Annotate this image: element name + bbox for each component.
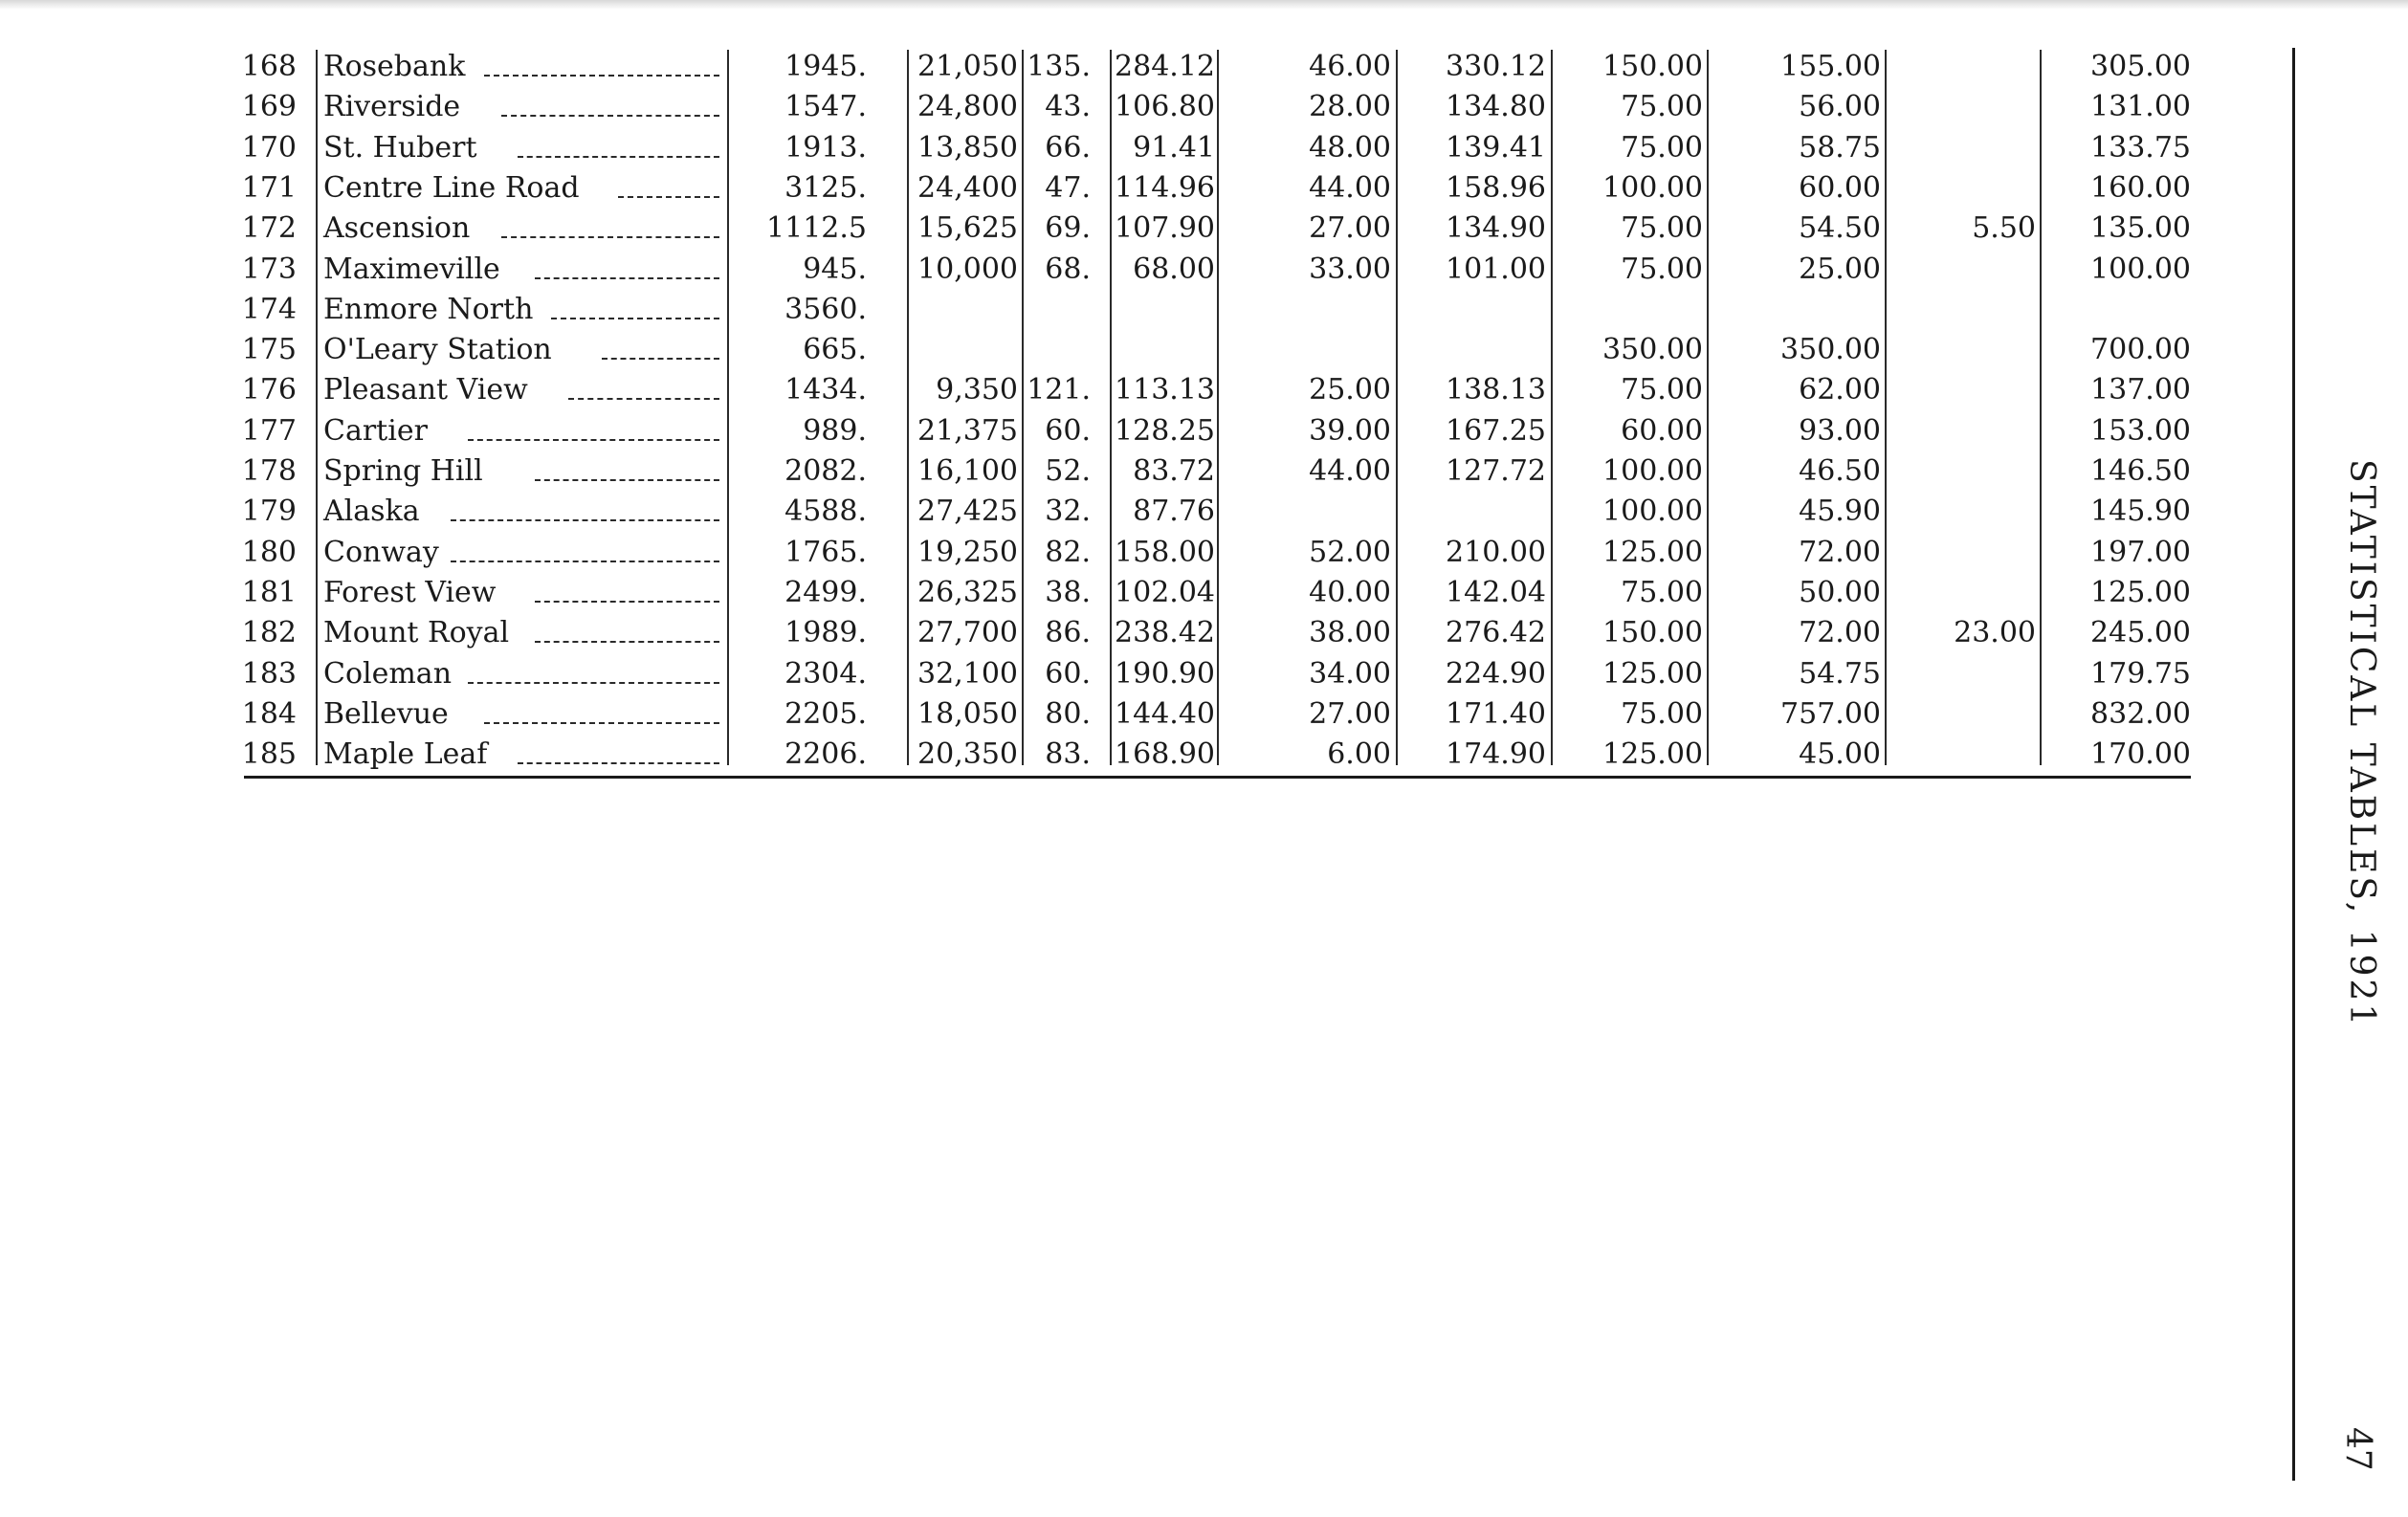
column9-cell — [1890, 330, 2036, 370]
district-name: Centre Line Road — [323, 170, 580, 205]
row-number: 170 — [241, 130, 297, 165]
row-number: 181 — [241, 575, 297, 609]
district-name: Alaska — [323, 495, 420, 529]
column5-cell: 6.00 — [1327, 737, 1391, 772]
area-cell: 1945. — [784, 50, 867, 83]
column5-cell — [1244, 330, 1391, 370]
table-row — [0, 330, 2408, 370]
tax-cell: 87.76 — [1133, 495, 1215, 529]
column5-cell: 46.00 — [1309, 50, 1391, 83]
rate-cell: 68. — [1045, 252, 1091, 286]
row-number: 180 — [241, 535, 297, 569]
valuation-cell: 24,800 — [917, 90, 1018, 124]
rate-cell: 60. — [1045, 413, 1091, 448]
divider-col6-col7 — [1551, 50, 1553, 765]
column7-cell: 75.00 — [1621, 575, 1703, 609]
rate-cell: 69. — [1045, 211, 1091, 246]
column8-cell: 46.50 — [1799, 454, 1881, 488]
total-cell — [2047, 290, 2191, 330]
leader-dashes — [501, 236, 720, 238]
column9-cell — [1890, 533, 2036, 573]
total-cell: 197.00 — [2090, 535, 2191, 569]
column6-cell — [1399, 492, 1546, 532]
rate-cell: 43. — [1045, 90, 1091, 124]
column7-cell: 125.00 — [1602, 656, 1703, 691]
column9-cell — [1890, 47, 2036, 87]
divider-col7-col8 — [1707, 50, 1709, 765]
column8-cell: 54.75 — [1799, 656, 1881, 691]
rate-cell: 52. — [1045, 454, 1091, 488]
column8-cell: 93.00 — [1799, 413, 1881, 448]
row-number: 185 — [241, 737, 297, 772]
column5-cell: 28.00 — [1309, 90, 1391, 124]
total-cell: 153.00 — [2090, 413, 2191, 448]
column7-cell: 100.00 — [1602, 170, 1703, 205]
rate-cell: 135. — [1027, 50, 1091, 83]
column9-cell — [1890, 411, 2036, 451]
area-cell: 989. — [803, 413, 867, 448]
column6-cell: 167.25 — [1446, 413, 1546, 448]
tax-cell: 102.04 — [1115, 575, 1215, 609]
rate-cell: 38. — [1045, 575, 1091, 609]
divider-tax-col5 — [1217, 50, 1219, 765]
area-cell: 1547. — [784, 90, 867, 124]
divider-rate-tax — [1110, 50, 1112, 765]
column7-cell: 125.00 — [1602, 737, 1703, 772]
column8-cell: 25.00 — [1799, 252, 1881, 286]
total-cell: 145.90 — [2090, 495, 2191, 529]
row-number: 171 — [241, 170, 297, 205]
rate-cell: 80. — [1045, 696, 1091, 731]
column5-cell: 33.00 — [1309, 252, 1391, 286]
column9-cell — [1890, 87, 2036, 127]
column9-cell — [1890, 654, 2036, 694]
total-cell: 160.00 — [2090, 170, 2191, 205]
column5-cell: 27.00 — [1309, 696, 1391, 731]
table-row — [0, 694, 2408, 735]
tax-cell: 113.13 — [1115, 373, 1215, 407]
total-cell: 135.00 — [2090, 211, 2191, 246]
table-row — [0, 492, 2408, 532]
column5-cell: 34.00 — [1309, 656, 1391, 691]
rate-cell: 32. — [1045, 495, 1091, 529]
column8-cell: 50.00 — [1799, 575, 1881, 609]
column5-cell: 48.00 — [1309, 130, 1391, 165]
row-number: 178 — [241, 454, 297, 488]
row-number: 172 — [241, 211, 297, 246]
column5-cell: 39.00 — [1309, 413, 1391, 448]
column8-cell: 60.00 — [1799, 170, 1881, 205]
valuation-cell: 9,350 — [936, 373, 1018, 407]
tax-cell: 168.90 — [1115, 737, 1215, 772]
leader-dashes — [535, 601, 720, 603]
column8-cell — [1709, 290, 1881, 330]
column7-cell: 75.00 — [1621, 211, 1703, 246]
district-name: Enmore North — [323, 292, 534, 326]
area-cell: 2499. — [784, 575, 867, 609]
table-row — [0, 128, 2408, 168]
total-cell: 305.00 — [2090, 50, 2191, 83]
area-cell: 1765. — [784, 535, 867, 569]
column5-cell: 27.00 — [1309, 211, 1391, 246]
column7-cell: 150.00 — [1602, 50, 1703, 83]
table-row — [0, 735, 2408, 775]
row-number: 169 — [241, 90, 297, 124]
valuation-cell: 13,850 — [917, 130, 1018, 165]
page-side-title: STATISTICAL TABLES, 1921 — [2342, 459, 2381, 1029]
column5-cell — [1244, 290, 1391, 330]
column9-cell — [1890, 492, 2036, 532]
tax-cell: 114.96 — [1115, 170, 1215, 205]
total-cell: 170.00 — [2090, 737, 2191, 772]
valuation-cell: 24,400 — [917, 170, 1018, 205]
district-name: O'Leary Station — [323, 333, 552, 367]
table-row — [0, 370, 2408, 410]
column5-cell: 38.00 — [1309, 616, 1391, 650]
district-name: Conway — [323, 535, 439, 569]
total-cell: 179.75 — [2090, 656, 2191, 691]
rate-cell: 86. — [1045, 616, 1091, 650]
area-cell: 4588. — [784, 495, 867, 529]
divider-col8-col9 — [1885, 50, 1887, 765]
column5-cell: 25.00 — [1309, 373, 1391, 407]
area-cell: 2205. — [784, 696, 867, 731]
column8-cell: 155.00 — [1780, 50, 1881, 83]
district-name: St. Hubert — [323, 130, 477, 165]
area-cell: 665. — [803, 333, 867, 367]
total-cell: 100.00 — [2090, 252, 2191, 286]
tax-cell: 238.42 — [1115, 616, 1215, 650]
leader-dashes — [451, 561, 719, 562]
tax-cell: 144.40 — [1115, 696, 1215, 731]
column7-cell: 350.00 — [1602, 333, 1703, 367]
leader-dashes — [518, 762, 719, 764]
column7-cell: 150.00 — [1602, 616, 1703, 650]
district-name: Bellevue — [323, 696, 449, 731]
leader-dashes — [551, 318, 719, 319]
rate-cell: 60. — [1045, 656, 1091, 691]
page-number: 47 — [2338, 1427, 2377, 1471]
total-cell: 700.00 — [2090, 333, 2191, 367]
column6-cell: 101.00 — [1446, 252, 1546, 286]
area-cell: 1112.5 — [766, 211, 867, 246]
rate-cell — [1022, 330, 1091, 370]
valuation-cell: 27,700 — [917, 616, 1018, 650]
rate-cell: 82. — [1045, 535, 1091, 569]
leader-dashes — [451, 519, 719, 521]
column6-cell: 171.40 — [1446, 696, 1546, 731]
column7-cell: 125.00 — [1602, 535, 1703, 569]
area-cell: 3125. — [784, 170, 867, 205]
tax-cell: 107.90 — [1115, 211, 1215, 246]
column8-cell: 45.00 — [1799, 737, 1881, 772]
area-cell: 1913. — [784, 130, 867, 165]
leader-dashes — [518, 156, 719, 158]
area-cell: 3560. — [784, 292, 867, 326]
column9-cell — [1890, 451, 2036, 492]
rate-cell — [1022, 290, 1091, 330]
divider-area-valuation — [907, 50, 909, 765]
leader-dashes — [602, 358, 720, 360]
column6-cell: 134.90 — [1446, 211, 1546, 246]
row-number: 177 — [241, 413, 297, 448]
column8-cell: 56.00 — [1799, 90, 1881, 124]
column7-cell: 75.00 — [1621, 252, 1703, 286]
tax-cell: 128.25 — [1115, 413, 1215, 448]
valuation-cell — [907, 290, 1018, 330]
valuation-cell: 26,325 — [917, 575, 1018, 609]
total-cell: 832.00 — [2090, 696, 2191, 731]
district-name: Spring Hill — [323, 454, 483, 488]
column8-cell: 757.00 — [1780, 696, 1881, 731]
column8-cell: 62.00 — [1799, 373, 1881, 407]
valuation-cell: 15,625 — [917, 211, 1018, 246]
column8-cell: 45.90 — [1799, 495, 1881, 529]
column6-cell: 174.90 — [1446, 737, 1546, 772]
column5-cell: 44.00 — [1309, 454, 1391, 488]
row-number: 168 — [241, 50, 297, 83]
district-name: Rosebank — [323, 50, 466, 83]
row-number: 174 — [241, 292, 297, 326]
leader-dashes — [568, 398, 720, 400]
rate-cell: 47. — [1045, 170, 1091, 205]
column9-cell — [1890, 250, 2036, 290]
row-number: 176 — [241, 373, 297, 407]
table-row — [0, 290, 2408, 330]
table-row — [0, 250, 2408, 290]
column6-cell — [1399, 290, 1546, 330]
tax-cell — [1112, 330, 1215, 370]
leader-dashes — [618, 196, 719, 198]
district-name: Riverside — [323, 90, 461, 124]
table-row — [0, 209, 2408, 249]
column6-cell: 330.12 — [1446, 50, 1546, 83]
table-row — [0, 654, 2408, 694]
column5-cell: 40.00 — [1309, 575, 1391, 609]
leader-dashes — [535, 641, 720, 643]
column7-cell: 75.00 — [1621, 130, 1703, 165]
column7-cell: 75.00 — [1621, 373, 1703, 407]
column6-cell: 158.96 — [1446, 170, 1546, 205]
tax-cell: 83.72 — [1133, 454, 1215, 488]
column9-cell — [1890, 573, 2036, 613]
table-row — [0, 451, 2408, 492]
table-row — [0, 613, 2408, 653]
divider-col9-total — [2040, 50, 2042, 765]
valuation-cell — [907, 330, 1018, 370]
leader-dashes — [484, 722, 719, 724]
rate-cell: 83. — [1045, 737, 1091, 772]
column6-cell: 134.80 — [1446, 90, 1546, 124]
total-cell: 131.00 — [2090, 90, 2191, 124]
leader-dashes — [535, 479, 720, 481]
valuation-cell: 32,100 — [917, 656, 1018, 691]
row-number: 184 — [241, 696, 297, 731]
area-cell: 1989. — [784, 616, 867, 650]
tax-cell — [1112, 290, 1215, 330]
leader-dashes — [535, 277, 720, 279]
district-name: Pleasant View — [323, 373, 528, 407]
column7-cell: 100.00 — [1602, 495, 1703, 529]
tax-cell: 190.90 — [1115, 656, 1215, 691]
row-number: 173 — [241, 252, 297, 286]
district-name: Maple Leaf — [323, 737, 488, 772]
tax-cell: 106.80 — [1115, 90, 1215, 124]
divider-number-name — [316, 50, 318, 765]
leader-dashes — [468, 439, 720, 441]
rate-cell: 66. — [1045, 130, 1091, 165]
total-cell: 146.50 — [2090, 454, 2191, 488]
district-name: Mount Royal — [323, 616, 510, 650]
column7-cell: 75.00 — [1621, 90, 1703, 124]
column8-cell: 58.75 — [1799, 130, 1881, 165]
total-cell: 125.00 — [2090, 575, 2191, 609]
column7-cell: 60.00 — [1621, 413, 1703, 448]
table-row — [0, 47, 2408, 87]
column5-cell — [1244, 492, 1391, 532]
column7-cell: 100.00 — [1602, 454, 1703, 488]
district-name: Maximeville — [323, 252, 500, 286]
valuation-cell: 20,350 — [917, 737, 1018, 772]
divider-valuation-rate — [1022, 50, 1024, 765]
column8-cell: 350.00 — [1780, 333, 1881, 367]
total-cell: 133.75 — [2090, 130, 2191, 165]
column8-cell: 72.00 — [1799, 535, 1881, 569]
row-number: 179 — [241, 495, 297, 529]
column7-cell — [1556, 290, 1703, 330]
tax-cell: 158.00 — [1115, 535, 1215, 569]
valuation-cell: 16,100 — [917, 454, 1018, 488]
table-row — [0, 87, 2408, 127]
district-name: Ascension — [323, 211, 471, 246]
leader-dashes — [468, 682, 720, 684]
column8-cell: 54.50 — [1799, 211, 1881, 246]
row-number: 182 — [241, 616, 297, 650]
column9-cell — [1890, 370, 2036, 410]
column9-cell — [1890, 694, 2036, 735]
margin-rule — [2292, 48, 2295, 1481]
table-bottom-rule — [244, 776, 2191, 779]
column6-cell — [1399, 330, 1546, 370]
area-cell: 2082. — [784, 454, 867, 488]
area-cell: 945. — [803, 252, 867, 286]
column9-cell: 5.50 — [1972, 211, 2036, 246]
column9-cell — [1890, 168, 2036, 209]
valuation-cell: 19,250 — [917, 535, 1018, 569]
column5-cell: 52.00 — [1309, 535, 1391, 569]
district-name: Forest View — [323, 575, 497, 609]
table-row — [0, 168, 2408, 209]
leader-dashes — [501, 115, 720, 117]
column9-cell: 23.00 — [1954, 616, 2036, 650]
area-cell: 2304. — [784, 656, 867, 691]
table-row — [0, 573, 2408, 613]
area-cell: 2206. — [784, 737, 867, 772]
tax-cell: 284.12 — [1115, 50, 1215, 83]
column7-cell: 75.00 — [1621, 696, 1703, 731]
leader-dashes — [484, 75, 719, 77]
tax-cell: 91.41 — [1133, 130, 1215, 165]
column6-cell: 138.13 — [1446, 373, 1546, 407]
column6-cell: 276.42 — [1446, 616, 1546, 650]
divider-name-area — [727, 50, 729, 765]
column9-cell — [1890, 290, 2036, 330]
valuation-cell: 10,000 — [917, 252, 1018, 286]
total-cell: 245.00 — [2090, 616, 2191, 650]
column6-cell: 127.72 — [1446, 454, 1546, 488]
area-cell: 1434. — [784, 373, 867, 407]
district-name: Coleman — [323, 656, 453, 691]
valuation-cell: 18,050 — [917, 696, 1018, 731]
row-number: 183 — [241, 656, 297, 691]
table-row — [0, 411, 2408, 451]
column6-cell: 142.04 — [1446, 575, 1546, 609]
column6-cell: 139.41 — [1446, 130, 1546, 165]
column9-cell — [1890, 735, 2036, 775]
row-number: 175 — [241, 333, 297, 367]
column6-cell: 224.90 — [1446, 656, 1546, 691]
column8-cell: 72.00 — [1799, 616, 1881, 650]
column6-cell: 210.00 — [1446, 535, 1546, 569]
column5-cell: 44.00 — [1309, 170, 1391, 205]
table-row — [0, 533, 2408, 573]
divider-col5-col6 — [1396, 50, 1398, 765]
valuation-cell: 21,050 — [917, 50, 1018, 83]
total-cell: 137.00 — [2090, 373, 2191, 407]
valuation-cell: 27,425 — [917, 495, 1018, 529]
column9-cell — [1890, 128, 2036, 168]
valuation-cell: 21,375 — [917, 413, 1018, 448]
district-name: Cartier — [323, 413, 428, 448]
tax-cell: 68.00 — [1133, 252, 1215, 286]
rate-cell: 121. — [1027, 373, 1091, 407]
